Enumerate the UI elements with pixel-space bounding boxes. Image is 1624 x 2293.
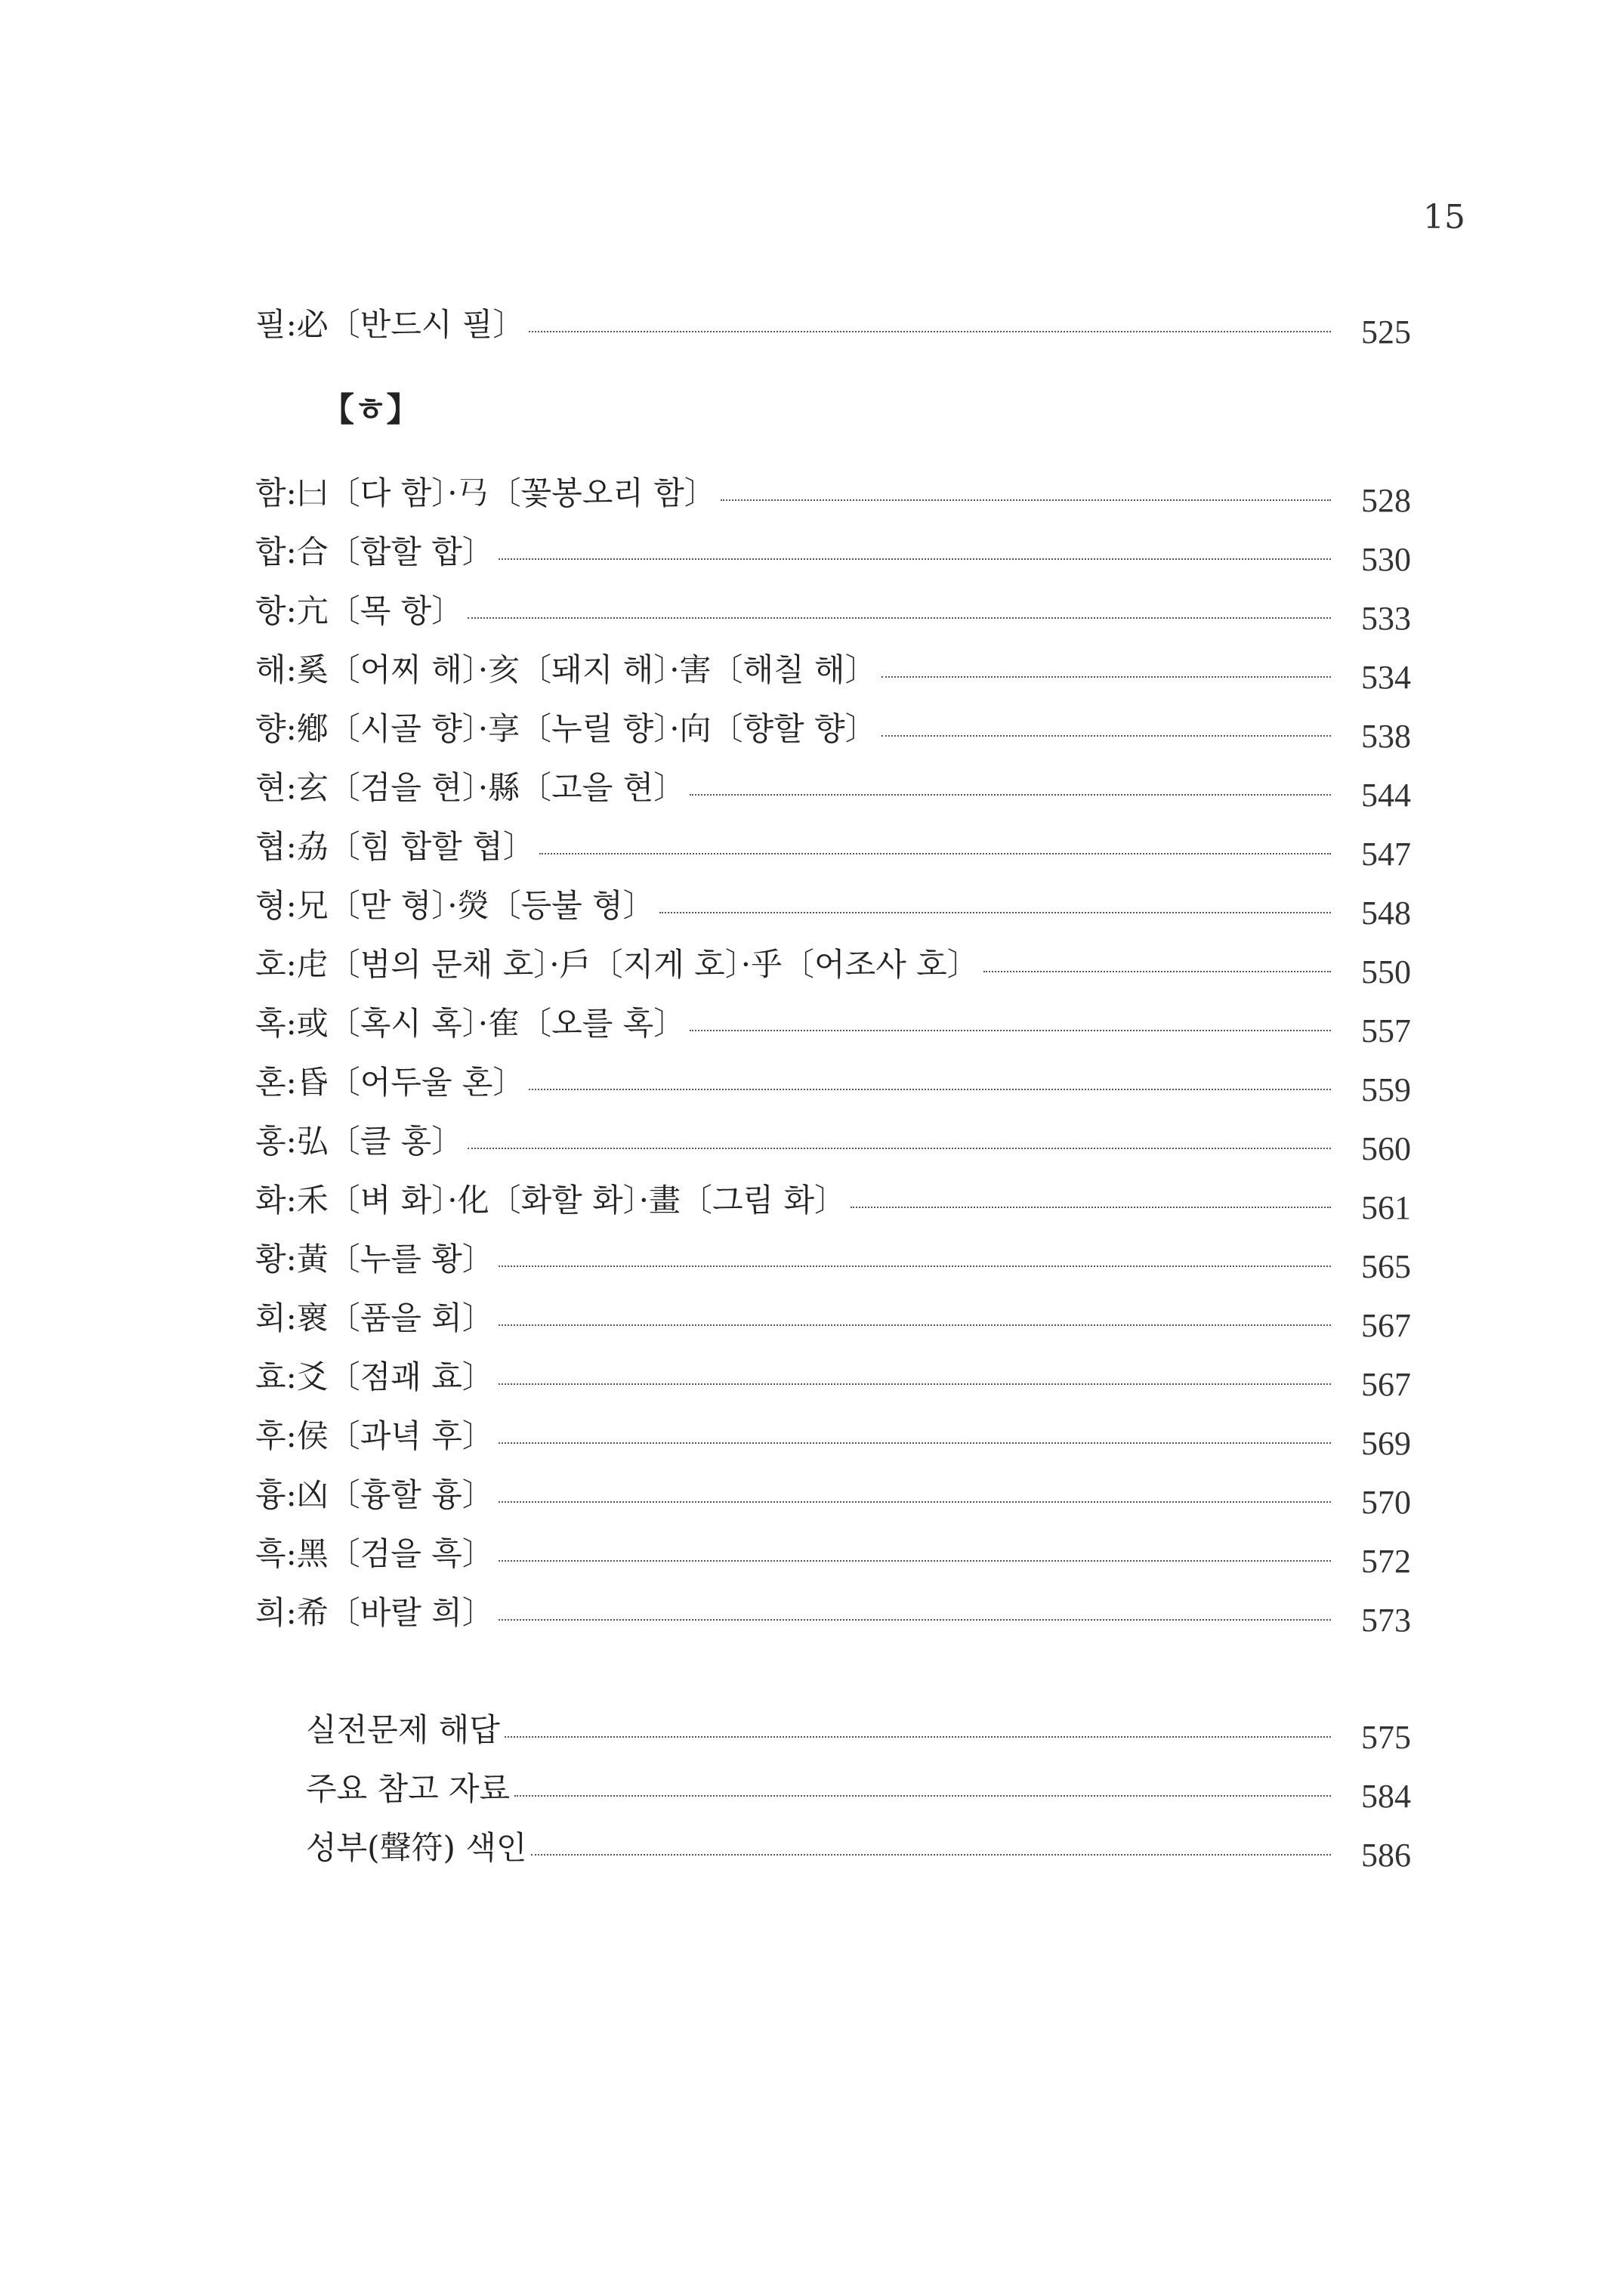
toc-entry[interactable]	[255, 824, 1411, 873]
dot-leader	[690, 794, 1331, 796]
dot-leader	[721, 499, 1331, 501]
toc-entry[interactable]	[255, 1237, 1411, 1285]
toc-entry[interactable]	[255, 1355, 1411, 1403]
dot-leader	[468, 617, 1331, 619]
toc-entry[interactable]	[255, 1119, 1411, 1167]
dot-leader	[499, 1619, 1331, 1621]
toc-entry[interactable]	[255, 1296, 1411, 1344]
toc-entry-page: 584	[1361, 1778, 1411, 1815]
toc-entry-label: 항:亢〔목 항〕	[255, 592, 464, 629]
toc-entry-page: 534	[1361, 659, 1411, 696]
dot-leader	[529, 331, 1331, 332]
dot-leader	[499, 1265, 1331, 1267]
dot-leader	[659, 912, 1331, 913]
toc-entry-page: 547	[1361, 836, 1411, 873]
toc-entry[interactable]	[255, 1001, 1411, 1049]
toc-entry-page: 569	[1361, 1425, 1411, 1462]
toc-entry[interactable]	[255, 1178, 1411, 1226]
dot-leader	[499, 1442, 1331, 1444]
toc-entry-label: 화:禾〔벼 화〕·化〔화할 화〕·畫〔그림 화〕	[255, 1182, 847, 1219]
toc-entry-label: 흉:凶〔흉할 흉〕	[255, 1476, 494, 1513]
toc-entry-label: 함:𠙵〔다 함〕·𢎘〔꽃봉오리 함〕	[255, 474, 716, 511]
toc-entry-page: 525	[1361, 314, 1411, 351]
dot-leader	[690, 1030, 1331, 1031]
toc-entry-page: 575	[1361, 1719, 1411, 1756]
toc-entry[interactable]	[255, 883, 1411, 932]
dot-leader	[881, 735, 1331, 737]
toc-entry-page: 586	[1361, 1837, 1411, 1874]
toc-entry-page: 570	[1361, 1484, 1411, 1521]
toc-entry-label: 희:希〔바랄 희〕	[255, 1594, 494, 1631]
toc-entry[interactable]	[255, 1060, 1411, 1108]
dot-leader	[851, 1207, 1331, 1208]
dot-leader	[505, 1736, 1331, 1738]
toc-entry-label: 주요 참고 자료	[306, 1770, 511, 1807]
toc-entry-label: 실전문제 해답	[306, 1711, 500, 1748]
dot-leader	[539, 853, 1331, 854]
toc-entry-label: 회:褱〔품을 회〕	[255, 1299, 494, 1337]
dot-leader	[468, 1148, 1331, 1149]
toc-appendix-entry[interactable]	[306, 1766, 1411, 1815]
toc-entry-page: 548	[1361, 895, 1411, 932]
dot-leader	[514, 1795, 1331, 1797]
dot-leader	[531, 1854, 1331, 1856]
toc-entry-label: 흑:黑〔검을 흑〕	[255, 1535, 494, 1572]
toc-entry-label: 합:合〔합할 합〕	[255, 533, 494, 570]
toc-entry-page: 544	[1361, 777, 1411, 814]
toc-entry[interactable]	[255, 589, 1411, 637]
toc-entry[interactable]	[255, 1414, 1411, 1462]
toc-entry[interactable]	[255, 942, 1411, 990]
toc-entry[interactable]	[255, 530, 1411, 578]
toc-entry[interactable]	[255, 302, 1411, 351]
toc-entry-page: 559	[1361, 1071, 1411, 1108]
toc-entry-label: 향:鄕〔시골 향〕·享〔누릴 향〕·向〔향할 향〕	[255, 710, 877, 747]
dot-leader	[499, 1560, 1331, 1562]
toc-entry-page: 550	[1361, 953, 1411, 990]
toc-entry[interactable]	[255, 471, 1411, 519]
dot-leader	[499, 1324, 1331, 1326]
section-heading: 【ㅎ】	[321, 391, 420, 429]
toc-entry-page: 565	[1361, 1248, 1411, 1285]
toc-entry-label: 성부(聲符) 색인	[306, 1829, 527, 1866]
dot-leader	[499, 1383, 1331, 1385]
dot-leader	[499, 558, 1331, 560]
dot-leader	[881, 676, 1331, 678]
toc-entry-page: 567	[1361, 1307, 1411, 1344]
toc-entry-page: 538	[1361, 718, 1411, 755]
toc-entry-label: 혹:或〔혹시 혹〕·隺〔오를 혹〕	[255, 1005, 686, 1042]
toc-appendix-entry[interactable]	[306, 1825, 1411, 1874]
toc-entry-page: 557	[1361, 1012, 1411, 1049]
toc-entry-label: 홍:弘〔클 홍〕	[255, 1123, 464, 1160]
toc-entry-page: 528	[1361, 482, 1411, 519]
toc-entry-label: 형:兄〔맏 형〕·熒〔등불 형〕	[255, 887, 655, 924]
toc-appendix-entry[interactable]	[306, 1707, 1411, 1756]
toc-entry-label: 혼:昏〔어두울 혼〕	[255, 1064, 525, 1101]
toc-entry-label: 호:虍〔범의 문채 호〕·戶〔지게 호〕·乎〔어조사 호〕	[255, 946, 979, 983]
dot-leader	[499, 1501, 1331, 1503]
toc-entry-page: 573	[1361, 1602, 1411, 1639]
toc-entry-page: 572	[1361, 1543, 1411, 1580]
toc-entry[interactable]	[255, 647, 1411, 696]
toc-entry-page: 530	[1361, 541, 1411, 578]
toc-entry-label: 협:劦〔힘 합할 협〕	[255, 828, 535, 865]
toc-entry[interactable]	[255, 1590, 1411, 1639]
toc-entry-label: 필:必〔반드시 필〕	[255, 306, 525, 343]
toc-entry-label: 해:奚〔어찌 해〕·亥〔돼지 해〕·害〔해칠 해〕	[255, 651, 877, 688]
toc-entry-label: 후:侯〔과녁 후〕	[255, 1417, 494, 1454]
dot-leader	[983, 971, 1331, 972]
toc-entry-label: 황:黃〔누를 황〕	[255, 1241, 494, 1278]
toc-entry[interactable]	[255, 1531, 1411, 1580]
toc-entry[interactable]	[255, 706, 1411, 755]
toc-entry-page: 560	[1361, 1130, 1411, 1167]
toc-entry-label: 효:爻〔점괘 효〕	[255, 1358, 494, 1395]
page-number: 15	[1423, 198, 1465, 236]
toc-entry-page: 567	[1361, 1366, 1411, 1403]
toc-entry[interactable]	[255, 1473, 1411, 1521]
toc-entry[interactable]	[255, 765, 1411, 814]
toc-entry-label: 현:玄〔검을 현〕·縣〔고을 현〕	[255, 769, 686, 806]
dot-leader	[529, 1089, 1331, 1090]
toc-entry-page: 561	[1361, 1189, 1411, 1226]
toc-entry-page: 533	[1361, 600, 1411, 637]
